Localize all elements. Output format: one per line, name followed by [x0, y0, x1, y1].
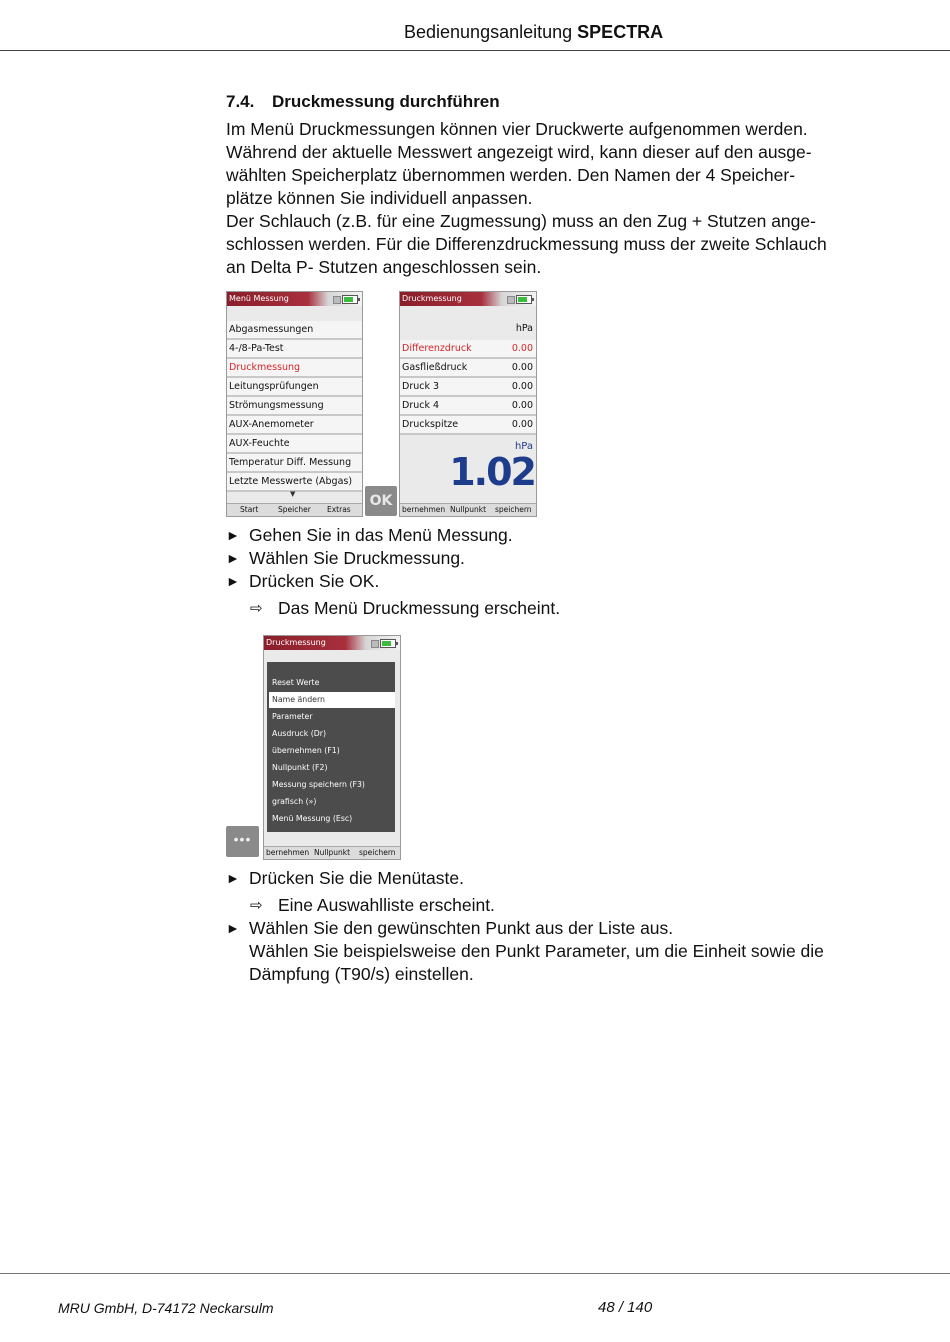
menu-item-aux-feuchte[interactable]: AUX-Feuchte	[227, 435, 362, 454]
value-row[interactable]	[400, 359, 536, 378]
menu-item-stroemungsmessung[interactable]: Strömungsmessung	[227, 397, 362, 416]
row-label: Druck 4	[402, 400, 440, 411]
value-row[interactable]	[400, 416, 536, 435]
intro-line: schlossen werden. Für die Differenzdruckmessung muss der zweite Schlauch	[226, 234, 827, 254]
header-title-prefix: Bedienungsanleitung	[404, 22, 573, 42]
ok-key[interactable]: OK	[365, 486, 397, 516]
steps-list-1	[226, 524, 560, 620]
step-item: ► Gehen Sie in das Menü Messung.	[226, 525, 513, 545]
value-row[interactable]	[400, 397, 536, 416]
hollow-arrow-right-icon: ⇨	[250, 897, 263, 914]
big-value: 1.02	[449, 450, 535, 494]
softkey-nullpunkt[interactable]: Nullpunkt	[450, 505, 487, 514]
step-item-continuation: Wählen Sie beispielsweise den Punkt Parameter, um die Einheit sowie die	[249, 941, 824, 961]
row-value: 0.00	[511, 400, 533, 411]
value-row[interactable]	[400, 340, 536, 359]
step-result: ⇨ Eine Auswahlliste erscheint.	[250, 895, 495, 915]
intro-line: Im Menü Druckmessungen können vier Druckwerte aufgenommen werden.	[226, 119, 808, 139]
menu-item-druckmessung[interactable]: Druckmessung	[227, 359, 362, 378]
softkey-bar	[400, 503, 536, 516]
intro-paragraph	[226, 118, 856, 279]
menu-item-aux-anemometer[interactable]: AUX-Anemometer	[227, 416, 362, 435]
softkey-start[interactable]: Start	[240, 505, 259, 514]
druckmessung-screen	[399, 291, 537, 517]
softkey-nullpunkt[interactable]: Nullpunkt	[314, 848, 351, 857]
softkey-speichern[interactable]: speichern	[359, 848, 396, 857]
footer-divider	[0, 1273, 950, 1274]
menu-messung-screen	[226, 291, 363, 517]
screen-titlebar	[400, 292, 536, 306]
triangle-right-icon: ►	[226, 870, 240, 886]
menu-item-leitungspruefungen[interactable]: Leitungsprüfungen	[227, 378, 362, 397]
softkey-uebernehmen[interactable]: bernehmen	[266, 848, 310, 857]
screen-title: Druckmessung	[402, 294, 462, 303]
battery-icon	[516, 295, 532, 304]
row-value: 0.00	[511, 381, 533, 392]
big-unit-label: hPa	[514, 441, 533, 452]
context-item-parameter[interactable]: Parameter	[272, 712, 313, 721]
page-header	[0, 0, 950, 51]
softkey-speicher[interactable]: Speicher	[278, 505, 311, 514]
section-title	[226, 92, 500, 112]
triangle-right-icon: ►	[226, 527, 240, 543]
druckmessung-popup-screen	[263, 635, 401, 860]
footer-page-number: 48 / 140	[598, 1299, 653, 1316]
menu-item-temperatur-diff[interactable]: Temperatur Diff. Messung	[227, 454, 362, 473]
row-value: 0.00	[511, 362, 533, 373]
step-item: ► Drücken Sie OK.	[226, 571, 380, 591]
step-item: ► Wählen Sie den gewünschten Punkt aus der Liste aus.	[226, 918, 674, 938]
triangle-right-icon: ►	[226, 573, 240, 589]
row-value: 0.00	[511, 343, 533, 354]
softkey-extras[interactable]: Extras	[327, 505, 351, 514]
screen-title: Menü Messung	[229, 294, 289, 303]
step-item: ► Drücken Sie die Menütaste.	[226, 868, 464, 888]
footer-company: MRU GmbH, D-74172 Neckarsulm	[58, 1300, 274, 1316]
menu-item-pa-test[interactable]: 4-/8-Pa-Test	[227, 340, 362, 359]
value-row[interactable]	[400, 378, 536, 397]
row-label: Druck 3	[402, 381, 440, 392]
intro-line: wählten Speicherplatz übernommen werden. Den Namen der 4 Speicher-	[226, 165, 796, 185]
row-label: Differenzdruck	[402, 343, 472, 354]
intro-line: an Delta P- Stutzen angeschlossen sein.	[226, 257, 542, 277]
triangle-right-icon: ►	[226, 920, 240, 936]
step-item-continuation: Dämpfung (T90/s) einstellen.	[249, 964, 474, 984]
softkey-speichern[interactable]: speichern	[495, 505, 532, 514]
intro-line: Der Schlauch (z.B. für eine Zugmessung) muss an den Zug + Stutzen ange-	[226, 211, 816, 231]
context-item-name-aendern[interactable]: Name ändern	[269, 692, 395, 708]
triangle-right-icon: ►	[226, 550, 240, 566]
context-item-messung-speichern[interactable]: Messung speichern (F3)	[272, 780, 365, 789]
context-item-reset[interactable]: Reset Werte	[272, 678, 320, 687]
step-result: ⇨ Das Menü Druckmessung erscheint.	[250, 598, 561, 618]
row-label: Gasfließdruck	[402, 362, 468, 373]
context-item-uebernehmen[interactable]: übernehmen (F1)	[272, 746, 340, 755]
unit-label-top: hPa	[515, 323, 533, 334]
context-item-menue-messung[interactable]: Menü Messung (Esc)	[272, 814, 353, 823]
status-icon	[371, 640, 379, 648]
screen-titlebar	[264, 636, 400, 650]
row-value: 0.00	[511, 419, 533, 430]
steps-list-2	[226, 867, 824, 986]
intro-line: plätze können Sie individuell anpassen.	[226, 188, 533, 208]
status-icon	[507, 296, 515, 304]
status-icon	[333, 296, 341, 304]
battery-icon	[342, 295, 358, 304]
intro-line: Während der aktuelle Messwert angezeigt wird, kann dieser auf den ausge-	[226, 142, 812, 162]
row-label: Druckspitze	[402, 419, 459, 430]
header-title-product: SPECTRA	[577, 22, 664, 42]
section-heading: Druckmessung durchführen	[272, 92, 500, 111]
hollow-arrow-right-icon: ⇨	[250, 600, 263, 617]
step-item: ► Wählen Sie Druckmessung.	[226, 548, 465, 568]
menu-key[interactable]: •••	[226, 826, 259, 857]
scroll-down-icon: ▼	[290, 490, 296, 498]
screen-titlebar	[227, 292, 362, 306]
menu-item-letzte-messwerte[interactable]: Letzte Messwerte (Abgas)	[227, 473, 362, 492]
context-menu	[267, 662, 395, 832]
section-number: 7.4.	[226, 92, 255, 111]
screen-title: Druckmessung	[266, 638, 326, 647]
header-title	[404, 22, 663, 43]
softkey-uebernehmen[interactable]: bernehmen	[402, 505, 446, 514]
context-item-nullpunkt[interactable]: Nullpunkt (F2)	[272, 763, 328, 772]
context-item-ausdruck[interactable]: Ausdruck (Dr)	[272, 729, 327, 738]
context-item-grafisch[interactable]: grafisch (»)	[272, 797, 317, 806]
softkey-bar	[264, 846, 400, 859]
menu-item-abgasmessungen[interactable]: Abgasmessungen	[227, 321, 362, 340]
softkey-bar	[227, 503, 362, 516]
battery-icon	[380, 639, 396, 648]
